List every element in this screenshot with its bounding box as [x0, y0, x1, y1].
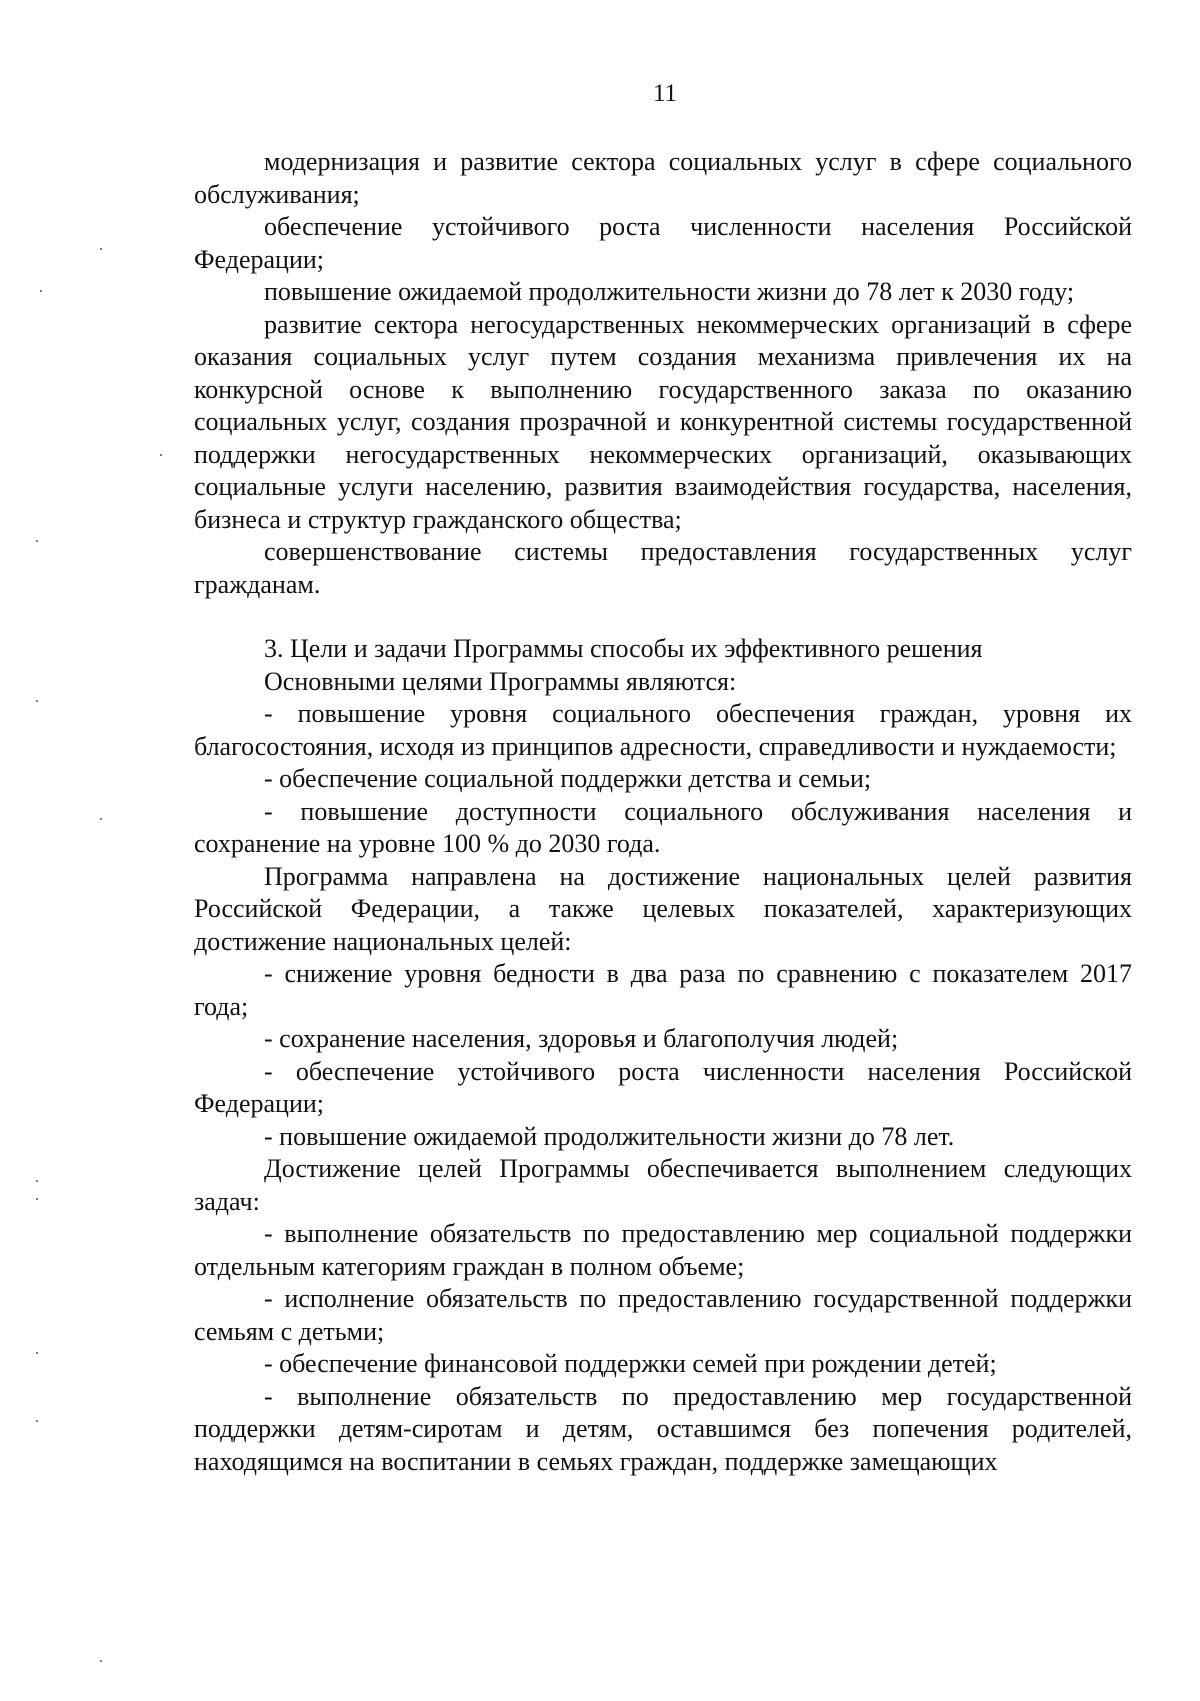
- list-item: - сохранение населения, здоровья и благополучия людей;: [264, 1024, 899, 1053]
- list-item: - исполнение обязательств по предоставлению государственной поддержки семьям с детьми;: [194, 1284, 1132, 1346]
- scan-speck: [40, 290, 42, 292]
- scan-speck: [36, 1180, 38, 1182]
- list-item: - повышение доступности социального обслуживания населения и сохранение на уровне 100 % до 2030 года.: [194, 796, 1132, 858]
- list-item: - обеспечение устойчивого роста численности населения Российской Федерации;: [194, 1056, 1132, 1118]
- list-item: - выполнение обязательств по предоставлению мер социальной поддержки отдельным категориям граждан в полном объеме;: [194, 1219, 1132, 1281]
- scan-speck: [36, 540, 38, 542]
- list-item: - снижение уровня бедности в два раза по сравнению с показателем 2017 года;: [194, 959, 1132, 1021]
- paragraph: повышение ожидаемой продолжительности жизни до 78 лет к 2030 году;: [264, 277, 1075, 306]
- page-number: 11: [652, 80, 678, 107]
- list-item: - повышение ожидаемой продолжительности жизни до 78 лет.: [264, 1121, 955, 1151]
- list-item: - повышение уровня социального обеспечения граждан, уровня их благосостояния, исходя из принципов адресности, справедливости и нуждаемости;: [194, 699, 1132, 761]
- list-item: - обеспечение социальной поддержки детства и семьи;: [264, 764, 872, 793]
- scan-speck: [36, 1352, 38, 1354]
- document-body: [194, 146, 1132, 1478]
- paragraph: совершенствование системы предоставления государственных услуг гражданам.: [194, 537, 1132, 599]
- list-item: - обеспечение финансовой поддержки семей при рождении детей;: [264, 1349, 997, 1378]
- scan-speck: [36, 700, 38, 702]
- scan-speck: [100, 818, 102, 820]
- paragraph: модернизация и развитие сектора социальных услуг в сфере социального обслуживания;: [194, 147, 1132, 209]
- scan-speck: [36, 1198, 38, 1200]
- paragraph: развитие сектора негосударственных некоммерческих организаций в сфере оказания социальных услуг путем создания механизма привлечения их на конкурсной основе к выполнению государственного заказа по оказанию социальных услуг, создания прозрачной и конкурентной системы государственной поддержки негосударственных некоммерческих организаций, оказывающих социальные услуги населению, развития взаимодействия государства, населения, бизнеса и структур гражданского общества;: [194, 309, 1132, 534]
- paragraph: Достижение целей Программы обеспечивается выполнением следующих задач:: [194, 1154, 1132, 1216]
- scan-speck: [100, 248, 102, 250]
- paragraph: Программа направлена на достижение национальных целей развития Российской Федерации, а также целевых показателей, характеризующих достижение национальных целей:: [194, 861, 1132, 956]
- list-item: - выполнение обязательств по предоставлению мер государственной поддержки детям-сиротам и детям, оставшимся без попечения родителей, находящимся на воспитании в семьях граждан, поддержке замещающих: [194, 1381, 1132, 1476]
- paragraph: Основными целями Программы являются:: [264, 666, 737, 696]
- scan-speck: [160, 454, 162, 456]
- paragraph: обеспечение устойчивого роста численности населения Российской Федерации;: [194, 212, 1132, 274]
- section-heading: 3. Цели и задачи Программы способы их эффективного решения: [264, 634, 983, 663]
- scan-speck: [36, 1420, 38, 1422]
- scan-speck: [100, 1660, 102, 1662]
